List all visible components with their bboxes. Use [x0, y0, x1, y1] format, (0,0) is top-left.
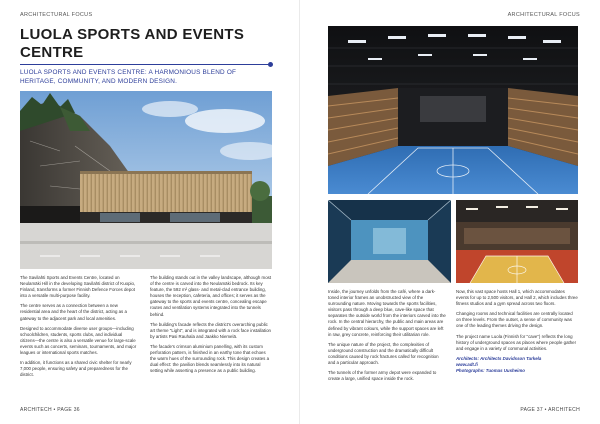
article-subtitle: LUOLA SPORTS AND EVENTS CENTRE: A HARMONIOUS BLEND OF HERITAGE, COMMUNITY, AND MODERN DESIGN.	[20, 69, 237, 85]
page-footer: PAGE 37 • ARCHITECH	[520, 407, 580, 413]
paragraph: The unique nature of the project, the complexities of underground construction and the dramatically difficult conditions caused by rock fractures called for recognition and a particular approach.	[328, 341, 439, 366]
left-text-column-1	[20, 275, 138, 382]
paragraph: The project name Luola (Finnish for "cave") reflects the long history of underground spaces as places where people gather and engage in a variety of communal activities.	[456, 333, 577, 351]
left-text-column-2	[150, 275, 272, 378]
sports-hall-photo	[456, 200, 578, 283]
page-footer: ARCHITECH • PAGE 36	[20, 407, 80, 413]
paragraph: The Savilahti Sports and Events Centre, located on Neulamäki Hill in the developing Savilahti district of Kuopio, Finland, transforms a former Finnish Defence Forces depot into a versatile multi-purpose facility.	[20, 275, 136, 299]
paragraph: The building's facade reflects the district's overarching public art theme "Light", and is integrated with a rock face installation by artists Pasi Rauhala and Jaakko Niemelä.	[150, 321, 271, 339]
paragraph: Designed to accommodate diverse user groups—including schoolchildren, students, sports clubs, and individual citizens—the centre is also a versatile venue for large-scale events such as concerts, seminars, tournaments, and major leagues or international sports matches.	[20, 325, 137, 356]
paragraph: Now, this vast space hosts Hall 1, which accommodates events for up to 2,500 visitors, and Hall 2, which includes three fitness studios and a gym spread across two floors.	[456, 289, 578, 307]
paragraph: The facade's crimson aluminium panelling, with its custom perforation pattern, is finished in an earthy tone that echoes the warm hues of the surrounding rock. This design creates a dual effect: the pavilion blends seamlessly into its natural setting while asserting a presence as a public building.	[150, 343, 270, 374]
article-title: LUOLA SPORTS AND EVENTS CENTRE	[20, 26, 245, 61]
photographer-credit: Photographs: Tuomas Uusheimo	[456, 368, 525, 374]
photo-credits	[456, 356, 578, 374]
right-page	[300, 0, 600, 424]
paragraph: In addition, it functions as a shared civic shelter for nearly 7,000 people, ensuring safety and preparedness for the district.	[20, 360, 132, 378]
paragraph: The tunnels of the former army depot were expanded to create a large, unified space inside the rock.	[328, 370, 437, 382]
paragraph: Inside, the journey unfolds from the café, where a dark-toned interior frames an unobstructed view of the surrounding nature. Moving towards the sports facilities, visitors pass through a deep blue, cave-like space that separates the outside world from the interiors carved into the rock. In the central hierarchy, the public and main areas are defined by vibrant colours, while the support spaces are left in raw, grey concrete, reinforcing their utilitarian role.	[328, 289, 446, 337]
paragraph: The centre serves as a connection between a new residential area and the heart of the district, acting as a gateway to the adjacent park and local amenities.	[20, 303, 127, 321]
website-link[interactable]: www.adt.fi	[456, 361, 478, 367]
architect-credit: Architects: Architects Davidsson Tarkela	[456, 355, 542, 361]
right-text-column-1	[328, 289, 446, 386]
title-rule-dot	[268, 62, 273, 67]
section-label: ARCHITECTURAL FOCUS	[507, 12, 580, 18]
right-text-column-2	[456, 289, 578, 374]
section-label: ARCHITECTURAL FOCUS	[20, 12, 93, 18]
arena-interior-photo	[328, 26, 578, 194]
title-rule	[20, 64, 270, 65]
exterior-photo	[20, 91, 272, 269]
paragraph: The building stands out in the valley landscape, although most of the centre is carved into the Neulamäki bedrock. Its key feature, the 592 m² glass- and metal-clad entrance building, houses the reception, cafeteria, and offices; it serves as the gateway to the sports and events centre, concealing escape routes and ventilation systems integrated into the tunnels behind.	[150, 275, 272, 317]
paragraph: Changing rooms and technical facilities are centrally located on three levels. From the outset, a sense of community was one of the leading themes driving the design.	[456, 311, 573, 329]
tunnel-photo	[328, 200, 451, 283]
